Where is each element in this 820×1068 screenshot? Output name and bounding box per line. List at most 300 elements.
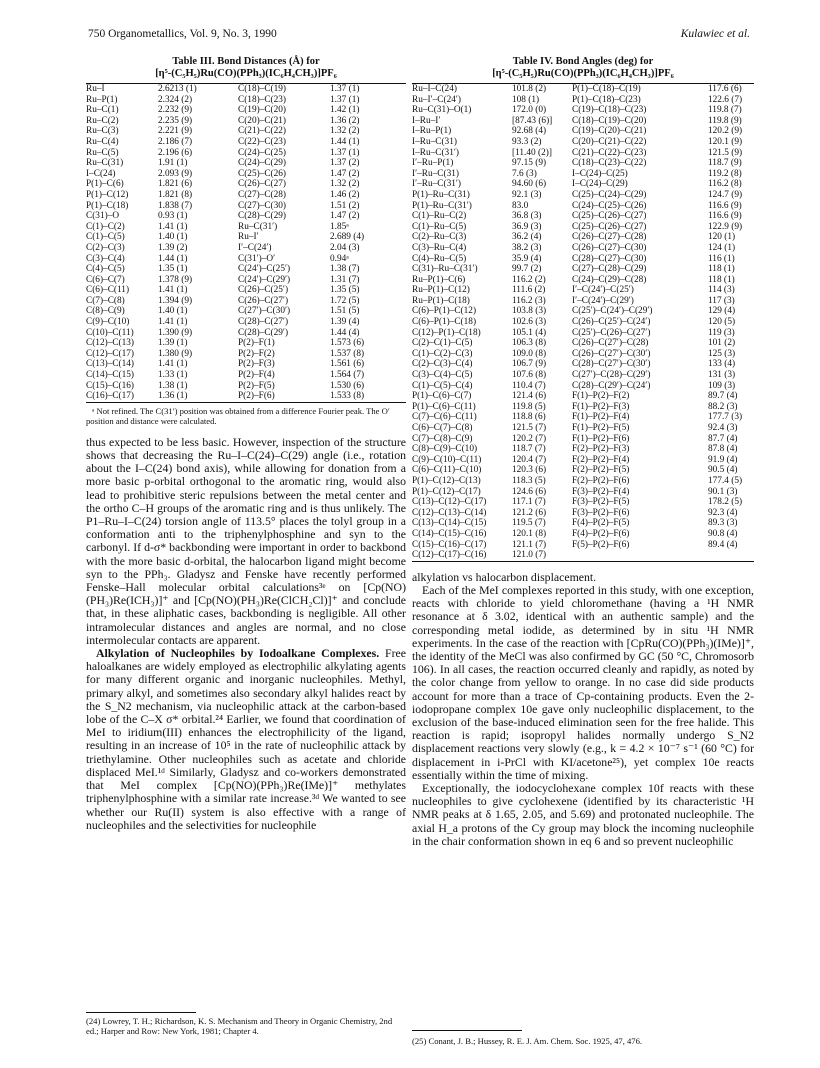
table-row <box>86 179 406 190</box>
table-row <box>86 328 406 339</box>
table-row <box>412 444 754 455</box>
table-cell: 1.533 (8) <box>330 391 365 402</box>
table-cell: 1.41 (1) <box>158 221 188 232</box>
table-row <box>86 254 406 265</box>
table-row <box>412 222 754 233</box>
table-cell: 1.46 (2) <box>330 189 360 200</box>
table-cell: 119.5 (7) <box>512 518 546 529</box>
table-cell: Ru–C(4) <box>86 136 119 147</box>
table-cell: C(25′)–C(24′)–C(29′) <box>572 306 653 317</box>
table-cell: 116.2 (2) <box>512 274 546 285</box>
footnote-24: (24) Lowrey, T. H.; Richardson, K. S. Mechanism and Theory in Organic Chemistry, 2nd ed.; Harper and Row: New York, 1981; Chapter 4. <box>86 1016 393 1037</box>
table-cell: 118.3 (5) <box>512 475 546 486</box>
table-cell: C(15)–C(16)–C(17) <box>412 539 487 550</box>
table-cell: C(26)–C(27) <box>238 179 287 190</box>
table-cell: 2.186 (7) <box>158 136 193 147</box>
table-cell: 99.7 (2) <box>512 264 542 275</box>
table-row <box>412 370 754 381</box>
table-cell: 101 (2) <box>708 338 736 349</box>
table-cell: 0.93 (1) <box>158 211 188 222</box>
table-cell: 90.8 (4) <box>708 528 738 539</box>
table-cell: 7.6 (3) <box>512 168 537 179</box>
paragraph: thus expected to be less basic. However, inspection of the structure shows that decreasing the Ru–I–C(24)–C(29) angle (i.e., rotation about the I–C(24) bond axis), while allowing for donation from a more basic p-orbital orthogonal to the aromatic ring, would also lead to prohibitive steric repulsions between the metal center and the ortho C–H groups of the aromatic ring and is thus unlikely. The P1–Ru–I–C(24) torsion angle of 113.5° places the tolyl group in a conformation anti to the triphenylphosphine and syn to the carbonyl. If d-σ* backbonding were important in order to backbond with the more basic d-orbital, the halocarbon ligand might become syn to the PPh₃. Gladysz and Fenske have recently performed Fenske–Hall molecular orbital calculations³ᵉ on [Cp(NO)(PH₃)Re(ICH₃)]⁺ and [Cp(NO)(PH₃)Re(ClCH₂Cl)]⁺ and conclude that, in these aliphatic cases, backbonding is negligible. All other intramolecular distances and angles are normal, and no close intermolecular contacts are apparent. <box>86 434 406 647</box>
table-cell: 1.378 (9) <box>158 274 193 285</box>
table-row <box>86 232 406 243</box>
table-cell: Ru–P(1) <box>86 94 118 105</box>
table-cell: 93.3 (2) <box>512 136 542 147</box>
table-cell: C(7)–C(8)–C(9) <box>412 433 473 444</box>
table3 <box>86 83 406 403</box>
table-cell: 90.1 (3) <box>708 486 738 497</box>
table-cell: C(25′)–C(26)–C(27′) <box>572 327 651 338</box>
table-cell: I′–C(24′) <box>238 242 272 253</box>
table-cell: 116 (1) <box>708 253 735 264</box>
table-cell: I–C(24)–C(25) <box>572 168 628 179</box>
table-cell <box>708 550 754 561</box>
table-cell: Ru–C(3) <box>86 126 119 137</box>
table-row <box>412 211 754 222</box>
table-cell: C(28)–C(29′) <box>238 327 289 338</box>
table-cell: C(25)–C(24)–C(29) <box>572 189 647 200</box>
table-cell: P(1)–C(6)–C(7) <box>412 391 472 402</box>
table-cell: 120.3 (6) <box>512 465 547 476</box>
table-cell: 1.39 (1) <box>158 338 188 349</box>
table-cell: 1.36 (1) <box>158 391 188 402</box>
table-cell: Ru–C(1) <box>86 105 119 116</box>
table-cell: C(27)–C(28) <box>238 189 287 200</box>
table-cell: 1.44 (1) <box>330 136 360 147</box>
table-cell: 116.2 (3) <box>512 295 546 306</box>
table-row <box>86 84 406 95</box>
table-row <box>86 370 406 381</box>
footnote-rule <box>86 1012 196 1013</box>
table-cell: P(1)–C(12) <box>86 189 129 200</box>
table-row <box>412 476 754 487</box>
table-cell: C(13)–C(14)–C(15) <box>412 518 487 529</box>
table-cell: 117.1 (7) <box>512 497 546 508</box>
table-cell: 116.6 (9) <box>708 211 742 222</box>
table-cell: C(2)–C(1)–C(5) <box>412 338 473 349</box>
table-cell: C(14)–C(15) <box>86 370 135 381</box>
table-cell: C(24′)–C(25′) <box>238 264 291 275</box>
table-cell: Ru–I′–C(24′) <box>412 94 461 105</box>
table-cell: C(21)–C(22) <box>238 126 287 137</box>
table-cell: 121.1 (7) <box>512 539 547 550</box>
table-cell: Ru–I–C(24) <box>412 84 457 94</box>
table-row <box>86 285 406 296</box>
table-cell: 2.232 (9) <box>158 105 193 116</box>
table-cell: 120.2 (9) <box>708 126 743 137</box>
table-cell: Ru–C(31)–O(1) <box>412 105 472 116</box>
table-cell: C(13)–C(14) <box>86 359 135 370</box>
table-cell: P(1)–Ru–C(31) <box>412 189 470 200</box>
table-row <box>412 137 754 148</box>
table-row <box>86 306 406 317</box>
table-cell: C(28)–C(27′) <box>238 317 289 328</box>
table-cell: 116.6 (9) <box>708 200 742 211</box>
table-cell: 1.561 (6) <box>330 359 365 370</box>
table-row <box>412 148 754 159</box>
table4-caption <box>412 56 754 80</box>
table-cell: 1.32 (2) <box>330 179 360 190</box>
table-cell: 105.1 (4) <box>512 327 547 338</box>
table-cell: C(25)–C(26) <box>238 168 287 179</box>
table3-subtitle: [η⁵-(C₅H₅)Ru(CO)(PPh₃)(IC₆H₄CH₃)]PF₆ <box>155 68 337 79</box>
table-cell: P(1)–C(12)–C(17) <box>412 486 481 497</box>
table-row <box>412 126 754 137</box>
table-cell: C(31)–O <box>86 211 120 222</box>
table-cell: C(6)–P(1)–C(18) <box>412 317 477 328</box>
table-cell: C(9)–C(10)–C(11) <box>412 454 482 465</box>
table-cell: 1.44 (4) <box>330 327 360 338</box>
table-cell: C(13)–C(12)–C(17) <box>412 497 487 508</box>
table-cell: Ru–C(31′) <box>238 221 278 232</box>
table-cell: I–Ru–P(1) <box>412 126 452 137</box>
table-cell: 121.2 (6) <box>512 507 547 518</box>
table-cell: 121.4 (6) <box>512 391 547 402</box>
table-cell: 118.7 (9) <box>708 158 742 169</box>
table-row <box>412 497 754 508</box>
table-cell: 117.6 (6) <box>708 84 742 94</box>
table-row <box>86 264 406 275</box>
table-cell: C(19)–C(20) <box>238 105 287 116</box>
table-cell: C(27′)–C(30′) <box>238 306 291 317</box>
table-cell: 1.564 (7) <box>330 370 365 381</box>
table-cell: F(4)–P(2)–F(6) <box>572 528 630 539</box>
table-cell: C(28)–C(27′)–C(30′) <box>572 359 651 370</box>
table4-title: Table IV. Bond Angles (deg) for <box>512 56 654 67</box>
table-cell: 1.821 (6) <box>158 179 193 190</box>
table-cell: 133 (4) <box>708 359 736 370</box>
table-cell: C(27)–C(30) <box>238 200 287 211</box>
table-cell: 110.4 (7) <box>512 380 546 391</box>
table-cell: 1.37 (1) <box>330 94 360 105</box>
table-cell: 92.4 (3) <box>708 423 738 433</box>
table-cell: 1.35 (1) <box>158 264 188 275</box>
table-cell: C(12)–C(17)–C(16) <box>412 550 487 561</box>
table-row <box>412 412 754 423</box>
paragraph: Exceptionally, the iodocyclohexane complex 10f reacts with these nucleophiles to give cyclohexene (identified by its characteristic ¹H NMR peaks at δ 1.65, 2.05, and 5.69) and protonated nucleophile. The axial H_a protons of the Cy group may block the incoming nucleophile in the chair conformation shown in eq 6 and so prevent nucleophilic <box>412 780 754 848</box>
table-row <box>86 201 406 212</box>
table-cell: 1.33 (1) <box>158 370 188 381</box>
table-cell: C(18)–C(19)–C(20) <box>572 115 647 126</box>
table-row <box>86 391 406 402</box>
table-cell: 1.47 (2) <box>330 168 360 179</box>
table-cell: 36.9 (3) <box>512 221 542 232</box>
table-cell: 1.44 (1) <box>158 253 188 264</box>
table-cell: 178.2 (5) <box>708 497 743 508</box>
table-cell: 1.537 (8) <box>330 348 365 359</box>
table-cell: C(26)–C(27′)–C(28) <box>572 338 649 349</box>
table-row <box>412 84 754 95</box>
table-cell: 1.32 (2) <box>330 126 360 137</box>
table-cell: C(25)–C(26)–C(27) <box>572 211 647 222</box>
table-row <box>412 95 754 106</box>
table-cell: C(6)–C(11) <box>86 285 130 296</box>
table-cell: 109.0 (8) <box>512 348 547 359</box>
table-cell: I–C(24)–C(29) <box>572 179 628 190</box>
table-cell: 120.1 (8) <box>512 528 547 539</box>
table-cell: 1.41 (1) <box>158 285 188 296</box>
table-cell: I′–Ru–C(31) <box>412 168 459 179</box>
table-cell: 125 (3) <box>708 348 736 359</box>
table3-footnote: ᵃ Not refined. The C(31′) position was obtained from a difference Fourier peak. The O′ position and distance were calculated. <box>86 405 390 427</box>
table-row <box>412 190 754 201</box>
table-row <box>86 243 406 254</box>
table-cell: Ru–C(2) <box>86 115 119 126</box>
table-cell: 106.3 (8) <box>512 338 547 349</box>
table-cell: C(28)–C(27)–C(30) <box>572 253 647 264</box>
table-cell: 124 (1) <box>708 242 736 253</box>
section-text: Free haloalkanes are widely employed as electrophilic alkylating agents for many different organic and inorganic nucleophiles. Methyl, primary alkyl, and sometimes also secondary alkyl halides react by the S_N2 mechanism, via nucleophilic attack at the carbon-based lobe of the C–X σ* orbital.²⁴ Earlier, we found that coordination of MeI to iridium(III) enhances the electrophilicity of the ligand, resulting in an increase of 10⁵ in the rate of nucleophilic attack by triethylamine. Other nucleophiles such as acetate and chloride displaced MeI.¹ᵈ Similarly, Gladysz and co-workers demonstrated that MeI complex [Cp(NO)(PPh₃)Re(IMe)]⁺ methylates triphenylphosphine with a similar rate increase.³ᵈ We wanted to see whether our Ru(II) system is also effective with a range of nucleophiles and the selectivities for nucleophile <box>86 646 406 832</box>
table-cell: 1.573 (6) <box>330 338 365 349</box>
table-row <box>412 296 754 307</box>
table-row <box>412 105 754 116</box>
table-cell: C(24)–C(25)–C(26) <box>572 200 647 211</box>
table-cell: 177.7 (3) <box>708 412 743 423</box>
table-cell: 117 (3) <box>708 295 735 306</box>
table-cell: I–Ru–I′ <box>412 115 441 126</box>
table-cell: F(1)–P(2)–F(5) <box>572 423 630 433</box>
table-cell: 121.0 (7) <box>512 550 547 561</box>
author-label: Kulawiec et al. <box>680 28 750 40</box>
table-cell: C(6)–C(7) <box>86 274 125 285</box>
table-cell: P(1)–C(18)–C(19) <box>572 84 641 94</box>
table-cell: 90.5 (4) <box>708 465 738 476</box>
table-cell: 1.36 (2) <box>330 115 360 126</box>
table-cell: Ru–I <box>86 84 105 94</box>
left-body-text <box>86 436 406 832</box>
table-row <box>86 317 406 328</box>
table-cell: Ru–P(1)–C(18) <box>412 295 470 306</box>
table-cell: C(2)–C(3)–C(4) <box>412 359 473 370</box>
table-cell: C(1)–C(2) <box>86 221 125 232</box>
table-row <box>412 349 754 360</box>
table-cell: I′–Ru–C(31′) <box>412 179 461 190</box>
section-heading: Alkylation of Nucleophiles by Iodoalkane Complexes. <box>96 646 380 661</box>
paragraph: Each of the MeI complexes reported in this study, with one exception, reacts with chloride to yield chloromethane (having a ¹H NMR resonance at δ 3.02, identical with an authentic sample) and the corresponding metal iodide, as determined by in situ ¹H NMR experiments. In the case of the reaction with [CpRu(CO)(PPh₃)(IMe)]⁺, the identity of the MeCl was also confirmed by GC (50 °C, Chromosorb 106). In all cases, the reaction occurred cleanly and rapidly, as noted by the color change from yellow to orange. In no case did side products account for more than a trace of Cp-containing products. Even the 2-iodopropane complex 10e gave only nucleophilic displacement, to the exclusion of the base-induced elimination seen for the free halide. This reaction is rapid; isopropyl halides normally undergo S_N2 displacement reactions very slowly (e.g., k = 4.2 × 10⁻⁷ s⁻¹ (60 °C) for displacement in i-PrCl with KI/acetone²⁵), yet complex 10e reacts essentially within the time of mixing. <box>412 582 754 782</box>
table-cell: P(1)–C(18) <box>86 200 129 211</box>
table-row <box>86 190 406 201</box>
table-cell: C(8)–C(9)–C(10) <box>412 444 478 455</box>
table-cell: P(1)–C(6)–C(11) <box>412 401 476 412</box>
table-cell: 172.0 (0) <box>512 105 547 116</box>
table-cell: F(1)–P(2)–F(3) <box>572 401 630 412</box>
table-cell: Ru–C(5) <box>86 147 119 158</box>
table-cell: P(2)–F(5) <box>238 380 275 391</box>
table-cell: F(3)–P(2)–F(6) <box>572 507 630 518</box>
table-row <box>412 285 754 296</box>
table-row <box>412 381 754 392</box>
table-cell: P(2)–F(1) <box>238 338 275 349</box>
table-cell: C(10)–C(11) <box>86 327 134 338</box>
table-cell: 101.8 (2) <box>512 84 547 94</box>
paragraph: alkylation vs halocarbon displacement. <box>412 569 597 584</box>
table3-title: Table III. Bond Distances (Å) for <box>172 56 320 67</box>
table-cell: C(18)–C(23) <box>238 94 287 105</box>
table-cell: C(21)–C(22)–C(23) <box>572 147 647 158</box>
table-cell: 119.8 (7) <box>708 105 742 116</box>
table-cell: 119.8 (5) <box>512 401 546 412</box>
table-cell: C(15)–C(16) <box>86 380 135 391</box>
table-cell: 2.235 (9) <box>158 115 193 126</box>
table-cell: 118.8 (6) <box>512 412 546 423</box>
table-row <box>86 296 406 307</box>
table-row <box>86 275 406 286</box>
table-cell: F(1)–P(2)–F(6) <box>572 433 630 444</box>
table-cell: 1.41 (1) <box>158 317 188 328</box>
table-row <box>412 487 754 498</box>
table-cell: C(6)–C(7)–C(8) <box>412 423 473 433</box>
table-cell: C(18)–C(19) <box>238 84 287 94</box>
table-cell: 1.39 (2) <box>158 242 188 253</box>
table-cell: 89.4 (4) <box>708 539 738 550</box>
table-cell: 1.40 (1) <box>158 306 188 317</box>
table-cell: 1.72 (5) <box>330 295 360 306</box>
footnote-rule <box>412 1030 522 1031</box>
table-cell: F(3)–P(2)–F(5) <box>572 497 630 508</box>
table-row <box>412 243 754 254</box>
table-cell: C(16)–C(17) <box>86 391 135 402</box>
table-cell: F(2)–P(2)–F(4) <box>572 454 630 465</box>
table-cell: C(12)–C(13)–C(14) <box>412 507 487 518</box>
table-row <box>86 211 406 222</box>
table-cell: P(1)–C(18)–C(23) <box>572 94 641 105</box>
table-cell: 1.821 (8) <box>158 189 193 200</box>
table-cell: 129 (4) <box>708 306 736 317</box>
table-row <box>412 540 754 551</box>
table-cell: C(1)–C(5) <box>86 232 125 243</box>
table-cell: 2.196 (6) <box>158 147 193 158</box>
table-cell: C(19)–C(20)–C(21) <box>572 126 647 137</box>
footnote-25: (25) Conant, J. B.; Hussey, R. E. J. Am. Chem. Soc. 1925, 47, 476. <box>412 1036 643 1046</box>
table-cell: F(2)–P(2)–F(6) <box>572 475 630 486</box>
table-cell: 2.221 (9) <box>158 126 193 137</box>
table-cell: 1.380 (9) <box>158 348 193 359</box>
table-cell: C(31)–Ru–C(31′) <box>412 264 478 275</box>
section-paragraph <box>86 647 406 832</box>
table-row <box>412 423 754 434</box>
table3-caption <box>86 56 406 80</box>
table-cell: 97.15 (9) <box>512 158 547 169</box>
table-cell: 88.2 (3) <box>708 401 738 412</box>
table-cell: C(27′)–C(28)–C(29′) <box>572 370 651 381</box>
table-cell: 1.42 (1) <box>330 105 360 116</box>
table-cell: C(26)–C(27′) <box>238 295 289 306</box>
table-cell: Ru–P(1)–C(12) <box>412 285 470 296</box>
table-cell: 118 (1) <box>708 264 735 275</box>
table-cell: 1.38 (7) <box>330 264 360 275</box>
table-cell: C(7)–C(6)–C(11) <box>412 412 477 423</box>
table-row <box>412 391 754 402</box>
table-cell: F(1)–P(2)–F(4) <box>572 412 630 423</box>
table-cell: P(1)–C(6) <box>86 179 124 190</box>
table-cell: 109 (3) <box>708 380 736 391</box>
table-row <box>412 455 754 466</box>
table-row <box>412 158 754 169</box>
table-cell: 120.1 (9) <box>708 136 743 147</box>
table-cell: C(3)–C(4)–C(5) <box>412 370 473 381</box>
table-cell: 114 (3) <box>708 285 735 296</box>
table-cell: 119 (3) <box>708 327 735 338</box>
table-cell: 35.9 (4) <box>512 253 542 264</box>
table-cell: I′–Ru–P(1) <box>412 158 454 169</box>
table-cell: C(14)–C(15)–C(16) <box>412 528 487 539</box>
table-cell <box>572 550 708 561</box>
table-cell: 119.8 (9) <box>708 115 742 126</box>
table-cell: F(1)–P(2)–F(2) <box>572 391 630 402</box>
table-cell: 1.838 (7) <box>158 200 193 211</box>
table-row <box>412 317 754 328</box>
table-cell: C(2)–C(3) <box>86 242 125 253</box>
table-cell: P(2)–F(3) <box>238 359 275 370</box>
table-cell: C(25)–C(26)–C(27) <box>572 221 647 232</box>
table-row <box>412 201 754 212</box>
table-cell: C(9)–C(10) <box>86 317 130 328</box>
table-row <box>86 95 406 106</box>
table-cell: 1.38 (1) <box>158 380 188 391</box>
table-row <box>412 359 754 370</box>
table-cell: F(4)–P(2)–F(5) <box>572 518 630 529</box>
table-row <box>412 275 754 286</box>
table-cell: 131 (3) <box>708 370 736 381</box>
table-cell: 1.35 (5) <box>330 285 360 296</box>
table-cell: C(2)–Ru–C(3) <box>412 232 467 243</box>
table-cell: 116.2 (8) <box>708 179 742 190</box>
table-cell: 2.689 (4) <box>330 232 365 243</box>
table-cell: I–Ru–C(31) <box>412 136 457 147</box>
table-cell: 106.7 (9) <box>512 359 547 370</box>
table-cell: 1.51 (2) <box>330 200 360 211</box>
table-cell: 111.6 (2) <box>512 285 546 296</box>
table-cell: C(28)–C(29) <box>238 211 287 222</box>
table-cell: C(24)–C(29)–C(28) <box>572 274 647 285</box>
table-cell: 0.94ᵃ <box>330 253 349 264</box>
table-row <box>412 328 754 339</box>
table-row <box>86 359 406 370</box>
table-cell: 103.8 (3) <box>512 306 547 317</box>
table-cell: I′–C(24′)–C(25′) <box>572 285 634 296</box>
table-cell: I′–C(24′)–C(29′) <box>572 295 634 306</box>
table-row <box>86 158 406 169</box>
table-cell: 120.4 (7) <box>512 454 547 465</box>
table-cell: 108 (1) <box>512 94 540 105</box>
table-cell: F(5)–P(2)–F(6) <box>572 539 630 550</box>
page-label: 750 Organometallics, Vol. 9, No. 3, 1990 <box>88 28 277 40</box>
table-cell: 107.6 (8) <box>512 370 547 381</box>
table-cell: C(3)–C(4) <box>86 253 125 264</box>
table-cell: 36.8 (3) <box>512 211 542 222</box>
table-cell: C(12)–P(1)–C(18) <box>412 327 481 338</box>
table-cell: 119.2 (8) <box>708 168 742 179</box>
table-cell: [87.43 (6)] <box>512 115 553 126</box>
table-cell: C(1)–Ru–C(2) <box>412 211 467 222</box>
table-cell: P(2)–F(4) <box>238 370 275 381</box>
table-cell: C(8)–C(9) <box>86 306 125 317</box>
table-cell: 121.5 (7) <box>512 423 547 433</box>
table-cell: C(28)–C(29′)–C(24′) <box>572 380 651 391</box>
table-cell: 118.7 (7) <box>512 444 546 455</box>
table-cell: 177.4 (5) <box>708 475 743 486</box>
table-cell: 1.51 (5) <box>330 306 360 317</box>
table-cell: C(24′)–C(29′) <box>238 274 291 285</box>
table-cell: 1.530 (6) <box>330 380 365 391</box>
table-cell: C(4)–Ru–C(5) <box>412 253 467 264</box>
table-cell: C(6)–C(11)–C(10) <box>412 465 482 476</box>
table-cell: 92.1 (3) <box>512 189 542 200</box>
table-cell: P(2)–F(6) <box>238 391 275 402</box>
table-row <box>86 126 406 137</box>
